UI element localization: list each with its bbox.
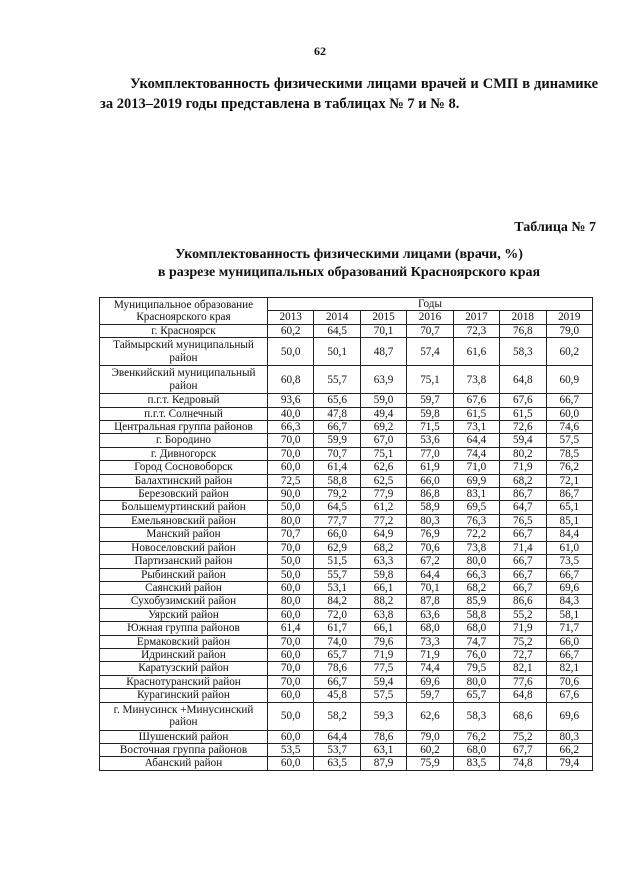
value-cell: 78,5 (546, 447, 592, 460)
table-row (100, 514, 593, 527)
value-cell: 68,0 (453, 743, 499, 756)
value-cell: 70,0 (268, 541, 314, 554)
table-header-row (100, 298, 593, 311)
municipality-name: п.г.т. Кедровый (100, 394, 268, 407)
value-cell: 59,3 (360, 702, 406, 730)
value-cell: 78,6 (360, 730, 406, 743)
value-cell: 69,2 (360, 421, 406, 434)
value-cell: 59,9 (314, 434, 360, 447)
value-cell: 71,9 (500, 461, 546, 474)
year-header: 2018 (500, 311, 546, 324)
table-row (100, 488, 593, 501)
value-cell: 65,6 (314, 394, 360, 407)
value-cell: 86,8 (407, 488, 453, 501)
value-cell: 71,9 (360, 648, 406, 661)
municipality-name: Город Сосновоборск (100, 461, 268, 474)
value-cell: 66,7 (546, 394, 592, 407)
value-cell: 68,0 (453, 622, 499, 635)
value-cell: 77,7 (314, 514, 360, 527)
value-cell: 60,0 (546, 407, 592, 420)
value-cell: 53,5 (268, 743, 314, 756)
value-cell: 80,3 (546, 730, 592, 743)
value-cell: 61,6 (453, 338, 499, 366)
value-cell: 70,1 (360, 324, 406, 337)
value-cell: 86,7 (500, 488, 546, 501)
value-cell: 65,7 (453, 689, 499, 702)
value-cell: 72,7 (500, 648, 546, 661)
municipality-name: Ермаковский район (100, 635, 268, 648)
value-cell: 57,5 (360, 689, 406, 702)
value-cell: 75,2 (500, 730, 546, 743)
value-cell: 45,8 (314, 689, 360, 702)
value-cell: 70,1 (407, 581, 453, 594)
value-cell: 80,0 (268, 595, 314, 608)
value-cell: 58,9 (407, 501, 453, 514)
value-cell: 64,9 (360, 528, 406, 541)
value-cell: 59,7 (407, 689, 453, 702)
value-cell: 63,6 (407, 608, 453, 621)
value-cell: 76,8 (500, 324, 546, 337)
value-cell: 73,8 (453, 366, 499, 394)
value-cell: 70,0 (268, 434, 314, 447)
table-row (100, 501, 593, 514)
value-cell: 77,0 (407, 447, 453, 460)
value-cell: 50,0 (268, 338, 314, 366)
value-cell: 68,2 (453, 581, 499, 594)
value-cell: 67,7 (500, 743, 546, 756)
table-row (100, 675, 593, 688)
municipality-name: Манский район (100, 528, 268, 541)
value-cell: 66,1 (360, 622, 406, 635)
value-cell: 75,1 (360, 447, 406, 460)
value-cell: 72,2 (453, 528, 499, 541)
year-header: 2019 (546, 311, 592, 324)
value-cell: 53,6 (407, 434, 453, 447)
value-cell: 76,9 (407, 528, 453, 541)
value-cell: 70,7 (268, 528, 314, 541)
value-cell: 66,7 (314, 675, 360, 688)
value-cell: 50,1 (314, 338, 360, 366)
table-row (100, 568, 593, 581)
value-cell: 65,7 (314, 648, 360, 661)
value-cell: 58,3 (500, 338, 546, 366)
value-cell: 60,0 (268, 581, 314, 594)
value-cell: 73,8 (453, 541, 499, 554)
municipality-name: Партизанский район (100, 555, 268, 568)
municipality-name: Емельяновский район (100, 514, 268, 527)
year-header: 2017 (453, 311, 499, 324)
value-cell: 74,6 (546, 421, 592, 434)
value-cell: 76,0 (453, 648, 499, 661)
table-row (100, 662, 593, 675)
table-row (100, 555, 593, 568)
table-row (100, 648, 593, 661)
value-cell: 69,6 (546, 581, 592, 594)
value-cell: 70,0 (268, 675, 314, 688)
value-cell: 61,0 (546, 541, 592, 554)
value-cell: 66,0 (314, 528, 360, 541)
value-cell: 83,1 (453, 488, 499, 501)
municipality-name: Большемуртинский район (100, 501, 268, 514)
value-cell: 79,4 (546, 757, 592, 770)
table-row (100, 421, 593, 434)
year-header: 2014 (314, 311, 360, 324)
value-cell: 71,7 (546, 622, 592, 635)
value-cell: 63,1 (360, 743, 406, 756)
value-cell: 66,0 (546, 635, 592, 648)
value-cell: 88,2 (360, 595, 406, 608)
value-cell: 87,9 (360, 757, 406, 770)
value-cell: 47,8 (314, 407, 360, 420)
value-cell: 79,5 (453, 662, 499, 675)
value-cell: 77,2 (360, 514, 406, 527)
value-cell: 70,6 (546, 675, 592, 688)
value-cell: 80,2 (500, 447, 546, 460)
table-row (100, 366, 593, 394)
municipality-name: Березовский район (100, 488, 268, 501)
year-header: 2013 (268, 311, 314, 324)
municipality-name: п.г.т. Солнечный (100, 407, 268, 420)
value-cell: 70,0 (268, 447, 314, 460)
table-row (100, 757, 593, 770)
municipality-name: г. Минусинск +Минусинский район (100, 702, 268, 730)
value-cell: 68,2 (360, 541, 406, 554)
value-cell: 62,6 (407, 702, 453, 730)
value-cell: 79,6 (360, 635, 406, 648)
value-cell: 70,0 (268, 635, 314, 648)
value-cell: 68,2 (500, 474, 546, 487)
header-years-group: Годы (268, 298, 593, 311)
municipality-name: Сухобузимский район (100, 595, 268, 608)
value-cell: 59,4 (360, 675, 406, 688)
value-cell: 55,2 (500, 608, 546, 621)
value-cell: 82,1 (500, 662, 546, 675)
municipality-name: Идринский район (100, 648, 268, 661)
municipality-name: Абанский район (100, 757, 268, 770)
value-cell: 86,7 (546, 488, 592, 501)
municipality-name: г. Дивногорск (100, 447, 268, 460)
value-cell: 77,9 (360, 488, 406, 501)
value-cell: 71,0 (453, 461, 499, 474)
value-cell: 70,7 (407, 324, 453, 337)
value-cell: 53,7 (314, 743, 360, 756)
table-row (100, 474, 593, 487)
value-cell: 80,3 (407, 514, 453, 527)
value-cell: 55,7 (314, 366, 360, 394)
value-cell: 61,4 (268, 622, 314, 635)
value-cell: 70,0 (268, 662, 314, 675)
value-cell: 64,5 (314, 501, 360, 514)
value-cell: 60,0 (268, 689, 314, 702)
value-cell: 63,5 (314, 757, 360, 770)
municipality-name: Восточная группа районов (100, 743, 268, 756)
value-cell: 66,0 (407, 474, 453, 487)
table-row (100, 581, 593, 594)
value-cell: 80,0 (453, 675, 499, 688)
value-cell: 71,5 (407, 421, 453, 434)
municipality-name: г. Красноярск (100, 324, 268, 337)
table-title-line-2: в разрезе муниципальных образований Красноярского края (157, 265, 541, 280)
value-cell: 58,2 (314, 702, 360, 730)
value-cell: 72,1 (546, 474, 592, 487)
value-cell: 85,1 (546, 514, 592, 527)
municipality-name: Шушенский район (100, 730, 268, 743)
value-cell: 90,0 (268, 488, 314, 501)
value-cell: 59,4 (500, 434, 546, 447)
value-cell: 62,5 (360, 474, 406, 487)
value-cell: 79,2 (314, 488, 360, 501)
value-cell: 61,9 (407, 461, 453, 474)
value-cell: 64,8 (500, 689, 546, 702)
value-cell: 64,4 (453, 434, 499, 447)
value-cell: 73,1 (453, 421, 499, 434)
value-cell: 85,9 (453, 595, 499, 608)
staffing-table (99, 297, 593, 771)
table-row (100, 689, 593, 702)
year-header: 2016 (407, 311, 453, 324)
value-cell: 70,6 (407, 541, 453, 554)
value-cell: 83,5 (453, 757, 499, 770)
value-cell: 73,5 (546, 555, 592, 568)
value-cell: 72,6 (500, 421, 546, 434)
value-cell: 78,6 (314, 662, 360, 675)
municipality-name: Каратузский район (100, 662, 268, 675)
value-cell: 58,3 (453, 702, 499, 730)
value-cell: 60,9 (546, 366, 592, 394)
value-cell: 61,2 (360, 501, 406, 514)
municipality-name: Уярский район (100, 608, 268, 621)
value-cell: 79,0 (407, 730, 453, 743)
value-cell: 77,6 (500, 675, 546, 688)
value-cell: 74,0 (314, 635, 360, 648)
value-cell: 70,7 (314, 447, 360, 460)
value-cell: 40,0 (268, 407, 314, 420)
value-cell: 69,9 (453, 474, 499, 487)
value-cell: 61,5 (453, 407, 499, 420)
value-cell: 66,3 (268, 421, 314, 434)
table-title (100, 246, 598, 282)
page-number: 62 (314, 44, 326, 58)
table-row (100, 608, 593, 621)
value-cell: 58,8 (314, 474, 360, 487)
value-cell: 65,1 (546, 501, 592, 514)
value-cell: 59,0 (360, 394, 406, 407)
value-cell: 60,2 (407, 743, 453, 756)
intro-paragraph: Укомплектованность физическими лицами врачей и СМП в динамике за 2013–2019 годы представлена в таблицах № 7 и № 8. (100, 76, 598, 112)
value-cell: 69,5 (453, 501, 499, 514)
value-cell: 64,7 (500, 501, 546, 514)
municipality-name: Балахтинский район (100, 474, 268, 487)
table-row (100, 338, 593, 366)
table-row (100, 407, 593, 420)
value-cell: 82,1 (546, 662, 592, 675)
value-cell: 60,0 (268, 757, 314, 770)
value-cell: 50,0 (268, 702, 314, 730)
value-cell: 60,0 (268, 648, 314, 661)
value-cell: 60,2 (268, 324, 314, 337)
value-cell: 59,8 (360, 568, 406, 581)
municipality-name: Краснотуранский район (100, 675, 268, 688)
value-cell: 74,7 (453, 635, 499, 648)
value-cell: 49,4 (360, 407, 406, 420)
value-cell: 53,1 (314, 581, 360, 594)
value-cell: 58,8 (453, 608, 499, 621)
municipality-name: Саянский район (100, 581, 268, 594)
value-cell: 75,1 (407, 366, 453, 394)
value-cell: 66,7 (500, 568, 546, 581)
value-cell: 64,4 (407, 568, 453, 581)
value-cell: 59,8 (407, 407, 453, 420)
value-cell: 60,0 (268, 461, 314, 474)
value-cell: 68,6 (500, 702, 546, 730)
value-cell: 63,8 (360, 608, 406, 621)
value-cell: 87,8 (407, 595, 453, 608)
table-row (100, 730, 593, 743)
table-row (100, 528, 593, 541)
value-cell: 64,5 (314, 324, 360, 337)
value-cell: 62,6 (360, 461, 406, 474)
value-cell: 79,0 (546, 324, 592, 337)
value-cell: 67,6 (500, 394, 546, 407)
value-cell: 66,7 (500, 528, 546, 541)
value-cell: 84,4 (546, 528, 592, 541)
value-cell: 68,0 (407, 622, 453, 635)
value-cell: 62,9 (314, 541, 360, 554)
value-cell: 50,0 (268, 501, 314, 514)
value-cell: 57,4 (407, 338, 453, 366)
table-row (100, 461, 593, 474)
value-cell: 66,7 (500, 581, 546, 594)
value-cell: 69,6 (546, 702, 592, 730)
value-cell: 59,7 (407, 394, 453, 407)
value-cell: 60,8 (268, 366, 314, 394)
value-cell: 80,0 (453, 555, 499, 568)
value-cell: 63,3 (360, 555, 406, 568)
value-cell: 66,7 (314, 421, 360, 434)
value-cell: 73,3 (407, 635, 453, 648)
value-cell: 67,2 (407, 555, 453, 568)
value-cell: 67,6 (546, 689, 592, 702)
value-cell: 51,5 (314, 555, 360, 568)
value-cell: 75,9 (407, 757, 453, 770)
municipality-name: Курагинский район (100, 689, 268, 702)
value-cell: 67,6 (453, 394, 499, 407)
value-cell: 64,4 (314, 730, 360, 743)
value-cell: 72,0 (314, 608, 360, 621)
value-cell: 50,0 (268, 568, 314, 581)
municipality-name: Эвенкийский муниципальный район (100, 366, 268, 394)
table-row (100, 635, 593, 648)
value-cell: 50,0 (268, 555, 314, 568)
value-cell: 77,5 (360, 662, 406, 675)
value-cell: 60,0 (268, 730, 314, 743)
value-cell: 71,9 (407, 648, 453, 661)
value-cell: 76,2 (453, 730, 499, 743)
value-cell: 75,2 (500, 635, 546, 648)
value-cell: 60,2 (546, 338, 592, 366)
value-cell: 74,8 (500, 757, 546, 770)
value-cell: 71,4 (500, 541, 546, 554)
municipality-name: Новоселовский район (100, 541, 268, 554)
table-row (100, 595, 593, 608)
value-cell: 58,1 (546, 608, 592, 621)
value-cell: 61,7 (314, 622, 360, 635)
table-body (100, 324, 593, 770)
table-number: Таблица № 7 (514, 220, 596, 235)
value-cell: 80,0 (268, 514, 314, 527)
table-row (100, 324, 593, 337)
municipality-name: Рыбинский район (100, 568, 268, 581)
municipality-name: Южная группа районов (100, 622, 268, 635)
value-cell: 66,3 (453, 568, 499, 581)
value-cell: 84,2 (314, 595, 360, 608)
value-cell: 93,6 (268, 394, 314, 407)
value-cell: 74,4 (453, 447, 499, 460)
value-cell: 74,4 (407, 662, 453, 675)
value-cell: 63,9 (360, 366, 406, 394)
municipality-name: г. Бородино (100, 434, 268, 447)
value-cell: 61,4 (314, 461, 360, 474)
table-row (100, 447, 593, 460)
year-header: 2015 (360, 311, 406, 324)
table-title-line-1: Укомплектованность физическими лицами (врачи, %) (175, 247, 523, 262)
value-cell: 66,7 (546, 648, 592, 661)
value-cell: 67,0 (360, 434, 406, 447)
value-cell: 48,7 (360, 338, 406, 366)
value-cell: 84,3 (546, 595, 592, 608)
value-cell: 64,8 (500, 366, 546, 394)
table-row (100, 622, 593, 635)
table-row (100, 394, 593, 407)
value-cell: 76,3 (453, 514, 499, 527)
value-cell: 76,5 (500, 514, 546, 527)
table-row (100, 541, 593, 554)
municipality-name: Таймырский муниципальный район (100, 338, 268, 366)
value-cell: 69,6 (407, 675, 453, 688)
header-entity: Муниципальное образование Красноярского края (100, 298, 268, 325)
table-row (100, 434, 593, 447)
value-cell: 57,5 (546, 434, 592, 447)
value-cell: 86,6 (500, 595, 546, 608)
value-cell: 60,0 (268, 608, 314, 621)
value-cell: 66,2 (546, 743, 592, 756)
value-cell: 66,1 (360, 581, 406, 594)
value-cell: 72,3 (453, 324, 499, 337)
value-cell: 61,5 (500, 407, 546, 420)
value-cell: 72,5 (268, 474, 314, 487)
value-cell: 71,9 (500, 622, 546, 635)
value-cell: 76,2 (546, 461, 592, 474)
value-cell: 66,7 (546, 568, 592, 581)
table-row (100, 702, 593, 730)
value-cell: 66,7 (500, 555, 546, 568)
value-cell: 55,7 (314, 568, 360, 581)
municipality-name: Центральная группа районов (100, 421, 268, 434)
table-row (100, 743, 593, 756)
